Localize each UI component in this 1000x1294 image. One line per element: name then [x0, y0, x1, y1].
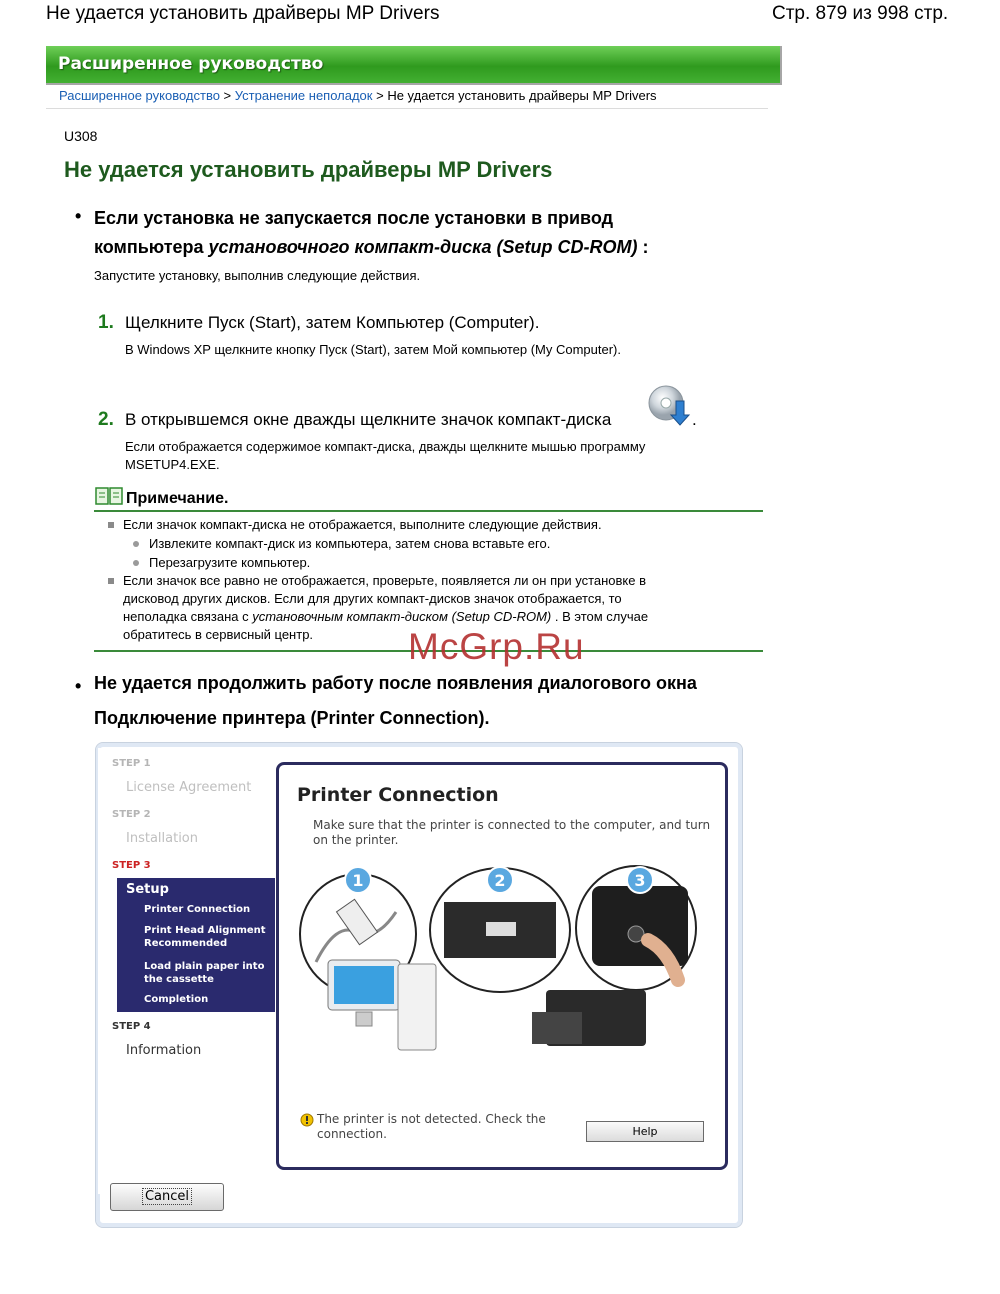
- step2-note: [125, 438, 645, 474]
- bullet-marker: •: [75, 206, 82, 226]
- breadcrumb-link-guide[interactable]: Расширенное руководство: [59, 88, 220, 103]
- section1-heading-line1: Если установка не запускается после установки в привод: [94, 208, 614, 228]
- step-name-active: Setup: [126, 882, 169, 897]
- note-divider-top: [94, 510, 763, 512]
- step-number: 2.: [98, 409, 114, 430]
- step-name: Installation: [126, 831, 199, 846]
- step-label: STEP 1: [112, 758, 151, 769]
- step2-note-line: MSETUP4.EXE.: [125, 457, 220, 472]
- cancel-button[interactable]: [110, 1183, 224, 1211]
- step-name: License Agreement: [126, 780, 252, 795]
- note-heading: Примечание.: [126, 490, 229, 507]
- page-title: Не удается установить драйверы MP Drivers: [64, 157, 553, 182]
- step-label: STEP 4: [112, 1021, 151, 1032]
- breadcrumb-separator: >: [372, 88, 388, 103]
- section1-heading: [94, 204, 754, 262]
- step1-title: Щелкните Пуск (Start), затем Компьютер (Computer).: [125, 313, 540, 332]
- breadcrumb-link-troubleshooting[interactable]: Устранение неполадок: [234, 88, 373, 103]
- heading-text: :: [637, 237, 649, 257]
- substep-item: Printer Connection: [144, 904, 251, 915]
- note-item-line: [123, 608, 753, 626]
- substep-item: Completion: [144, 994, 209, 1005]
- cancel-button-label: Cancel: [142, 1188, 192, 1205]
- note-item: Если значок компакт-диска не отображается, выполните следующие действия.: [123, 517, 602, 532]
- breadcrumb-current: Не удается установить драйверы MP Drivers: [387, 88, 657, 103]
- panel-description: Make sure that the printer is connected to the computer, and turn on the printer.: [313, 818, 711, 847]
- step-badge: 1: [352, 871, 364, 890]
- step2-title: В открывшемся окне дважды щелкните значок компакт-диска: [125, 410, 612, 429]
- breadcrumb: [59, 88, 657, 103]
- substep-item: Load plain paper into the cassette: [144, 961, 265, 985]
- doc-code: U308: [64, 128, 98, 144]
- breadcrumb-separator: >: [219, 88, 235, 103]
- banner-label: Расширенное руководство: [58, 54, 324, 74]
- help-button[interactable]: Help: [586, 1121, 704, 1142]
- note-emphasis: установочным компакт-диском (Setup CD-ROM): [252, 609, 552, 624]
- step2-note-line: Если отображается содержимое компакт-диска, дважды щелкните мышью программу: [125, 439, 646, 454]
- panel-title: Printer Connection: [297, 784, 499, 806]
- substep-item: Print Head Alignment Recommended: [144, 925, 266, 949]
- guide-banner: [46, 46, 782, 85]
- page-counter: Стр. 879 из 998 стр.: [772, 3, 949, 24]
- step-badge: 3: [634, 871, 646, 890]
- bullet-marker: •: [75, 676, 82, 696]
- step2-period: .: [692, 410, 697, 429]
- list-square-marker: [108, 522, 114, 528]
- warning-message: The printer is not detected. Check the connection.: [317, 1112, 546, 1141]
- note-text: . В этом случае: [551, 609, 649, 624]
- breadcrumb-divider: [46, 108, 768, 109]
- step-label-active: STEP 3: [112, 860, 151, 871]
- list-dot-marker: [133, 560, 139, 566]
- list-square-marker: [108, 578, 114, 584]
- section2-heading-line1: Не удается продолжить работу после появления диалогового окна: [94, 673, 697, 693]
- section2-heading-line2: Подключение принтера (Printer Connection).: [94, 708, 490, 728]
- list-dot-marker: [133, 541, 139, 547]
- step1-note: В Windows XP щелкните кнопку Пуск (Start), затем Мой компьютер (My Computer).: [125, 342, 621, 357]
- note-item-line: Если значок все равно не отображается, проверьте, появляется ли он при установке в: [123, 573, 647, 588]
- note-subitem: Извлеките компакт-диск из компьютера, затем снова вставьте его.: [149, 536, 551, 551]
- watermark: McGrp.Ru: [408, 626, 585, 667]
- warning-icon: [300, 1113, 318, 1127]
- cd-drive-icon: [646, 383, 692, 429]
- section1-intro: Запустите установку, выполнив следующие действия.: [94, 268, 421, 283]
- heading-text: компьютера: [94, 237, 209, 257]
- note-text: неполадка связана с: [123, 609, 253, 624]
- step-badge: 2: [494, 871, 506, 890]
- note-subitem: Перезагрузите компьютер.: [149, 555, 311, 570]
- heading-emphasis: установочного компакт-диска (Setup CD-ROM): [208, 237, 638, 257]
- page-header-title: Не удается установить драйверы MP Drivers: [46, 3, 440, 24]
- step-name: Information: [126, 1043, 202, 1058]
- note-item-line: дисковод других дисков. Если для других компакт-дисков значок отображается, то: [123, 591, 622, 606]
- pc-tower-illustration: [398, 964, 436, 1050]
- step-label: STEP 2: [112, 809, 151, 820]
- note-book-icon: [95, 486, 123, 506]
- section1-heading-line2: [94, 233, 754, 262]
- note-item-line: обратитесь в сервисный центр.: [123, 627, 314, 642]
- step-number: 1.: [98, 312, 114, 333]
- printer-connection-illustration: [296, 862, 716, 1058]
